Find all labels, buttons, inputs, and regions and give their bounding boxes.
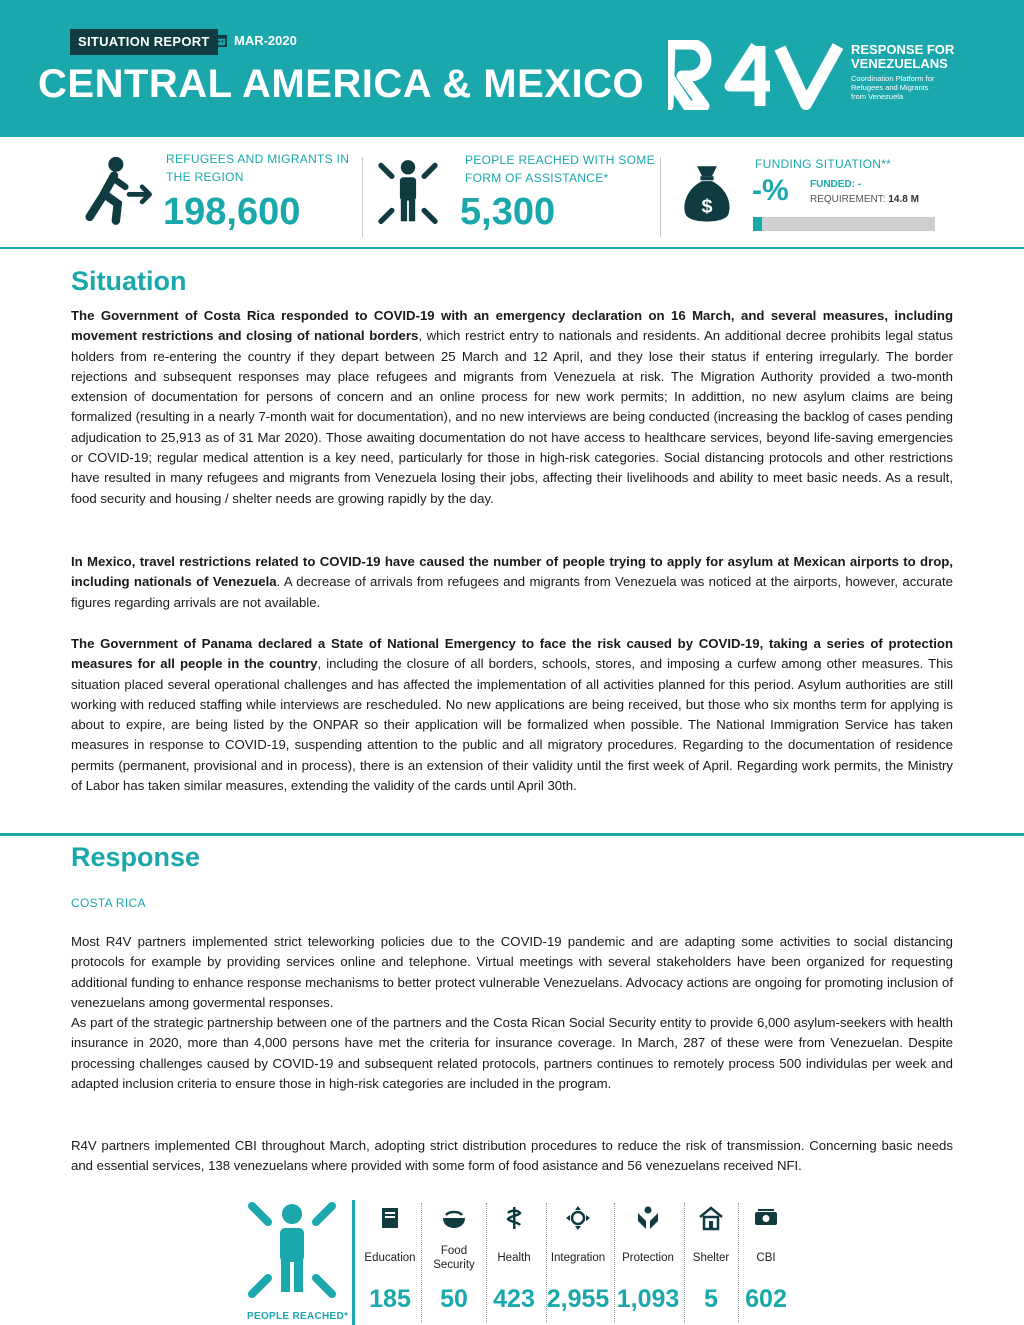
logo-sub-2: Refugees and Migrants	[851, 83, 929, 92]
section-divider	[0, 833, 1024, 836]
report-date-text: MAR-2020	[234, 33, 297, 48]
health-caduceus-icon	[501, 1205, 527, 1231]
cash-icon	[753, 1205, 779, 1231]
reached-label	[465, 151, 655, 187]
sector-name: Protection	[622, 1252, 674, 1264]
sector-value: 185	[369, 1285, 411, 1313]
sector-divider	[421, 1203, 422, 1323]
shelter-house-icon	[698, 1205, 724, 1231]
funding-progress-bar	[753, 217, 935, 231]
refugees-label-line1: REFUGEES AND MIGRANTS IN	[166, 152, 350, 166]
sector-shelter	[687, 1205, 735, 1313]
para-body: , including the closure of all borders, schools, stores, and imposing a curfew among other measures. This situation placed several operational challenges and has affected the implementation of all activities planned for this period. Asylum authorities are still working with reduced staffing while interviews are rescheduled. No new applications are being received, but those who six months term for applying is about to expire, are being listed by the ONPAR so their application will be formalized when possible. The National Immigration Service has taken measures in response to COVID-19, suspending attention to the public and all migratory procedures. Regarding to the documentation of residence permits (permanent, provisional and in process), there is an extension of their validity until the first week of April. Regarding work permits, the Ministry of Labor has taken similar measures, extending the validity of the cards until April 30th.	[71, 656, 953, 794]
protection-hands-icon	[635, 1205, 661, 1231]
person-reached-icon	[372, 155, 444, 230]
para-emphasis: The Government of Panama declared a State of National Emergency to face the risk caused by COVID-19, taking a series of protection measures for all people in the country	[71, 636, 953, 672]
situation-paragraph-costa-rica	[71, 306, 953, 509]
refugees-label	[166, 150, 349, 186]
people-reached-icon	[246, 1200, 338, 1300]
sector-integration	[545, 1205, 611, 1313]
stat-refugees	[0, 137, 360, 247]
reached-value: 5,300	[460, 191, 556, 233]
response-heading: Response	[71, 842, 201, 872]
sector-value: 5	[704, 1285, 718, 1313]
sector-divider	[684, 1203, 685, 1323]
sector-table-separator	[352, 1200, 355, 1325]
sector-name: Education	[364, 1252, 416, 1264]
para-emphasis: The Government of Costa Rica responded to COVID-19 with an emergency declaration on 16 March, and several measures, including movement restrictions and closing of national borders	[71, 308, 953, 344]
response-paragraph-2: As part of the strategic partnership between one of the partners and the Costa Rican Social Security entity to provide 6,000 asylum-seekers with health insurance in 2020, more than 4,000 persons have met the criteria for insurance coverage. In March, 287 of these were from Venezuelan. Despite processing challenges caused by COVID-19 and subsequent related protocols, partners continues to remotely process 500 individulas per week and adapted inclusion criteria to ensure those in high-risk categories are included in the program.	[71, 1015, 953, 1091]
report-type-badge: SITUATION REPORT	[70, 29, 218, 55]
report-title: CENTRAL AMERICA & MEXICO	[38, 62, 645, 106]
person-walking-icon	[74, 155, 154, 230]
r4v-logo	[668, 40, 843, 110]
people-reached-label: PEOPLE REACHED*	[247, 1311, 349, 1322]
funding-requirement	[810, 192, 919, 207]
para-emphasis: In Mexico, travel restrictions related to COVID-19 have caused the number of people trying to apply for asylum at Mexican airports to drop, including nationals of Venezuela	[71, 554, 953, 590]
sector-value: 602	[745, 1285, 787, 1313]
requirement-value: 14.8 M	[888, 194, 919, 205]
reached-label-line2: FORM OF ASSISTANCE*	[465, 171, 609, 185]
report-header	[0, 0, 1024, 137]
funding-progress-fill	[753, 217, 762, 231]
sector-value: 423	[493, 1285, 535, 1313]
sector-name: CBI	[756, 1252, 776, 1264]
logo-sub-1: Coordination Platform for	[851, 74, 935, 83]
refugees-label-line2: THE REGION	[166, 170, 244, 184]
logo-subtitle	[851, 74, 954, 101]
sector-education	[362, 1205, 418, 1313]
sector-protection	[615, 1205, 681, 1313]
sector-value: 2,955	[546, 1285, 610, 1313]
situation-paragraph-mexico	[71, 552, 953, 613]
situation-heading: Situation	[71, 266, 187, 296]
key-figures	[0, 137, 1024, 249]
sector-value: 50	[440, 1285, 468, 1313]
funding-percent: -%	[752, 174, 789, 207]
requirement-label: REQUIREMENT:	[810, 194, 886, 205]
funding-label: FUNDING SITUATION**	[755, 157, 892, 171]
food-bowl-icon	[441, 1205, 467, 1231]
para-body: . A decrease of arrivals from refugees and migrants from Venezuela was noticed at the airports, however, accurate figures regarding arrivals are not available.	[71, 574, 953, 610]
refugees-value: 198,600	[163, 191, 301, 233]
svg-text:$: $	[701, 195, 713, 218]
sector-name: Integration	[550, 1252, 606, 1264]
integration-arrows-icon	[565, 1205, 591, 1231]
logo-line-2: VENEZUELANS	[851, 56, 948, 71]
calendar-icon	[214, 34, 227, 47]
sector-name: Health	[497, 1252, 531, 1264]
response-paragraph-3: R4V partners implemented CBI throughout March, adopting strict distribution procedures to reduce the risk of transmission. Concerning basic needs and essential services, 138 venezuelans where provided with some form of food asistance and 56 venezuelans received NFI.	[71, 1138, 953, 1174]
country-heading-costa-rica: COSTA RICA	[71, 896, 146, 910]
reached-label-line1: PEOPLE REACHED WITH SOME	[465, 153, 655, 167]
para-body: , which restrict entry to nationals and residents. An additional decree prohibits legal status holders from re-entering the country if they depart between 25 March and 12 April, and they lose their status if entering irregularly. The border rejections and subsequent responses may place refugees and migrants from Venezuela at risk. The Migration Authority provided a two-month extension of documentation for persons of concern and an online process for new work permits; In addittion, no new asylum claims are being formalized (resulting in a nearly 7-month wait for documentation), and no new interviews are being conducted (increasing the backlog of cases pending adjudication to 25,913 as of 31 Mar 2020). Those awaiting documentation do not have access to healthcare services, beyond life-saving emergencies or COVID-19; regular medical attention is a key need, particularly for those in high-risk categories. Social distancing protocols and other restrictions have resulted in many refugees and migrants from Venezuela losing their jobs, affecting their livelihoods and ability to meet basic needs. As a result, food security and housing / shelter needs are growing rapidly by the day.	[71, 328, 953, 506]
sector-name: Shelter	[692, 1252, 730, 1264]
sector-name: Food Security	[433, 1245, 475, 1271]
sector-health	[485, 1205, 543, 1313]
sector-value: 1,093	[616, 1285, 680, 1313]
book-icon	[377, 1205, 403, 1231]
money-bag-icon	[682, 163, 732, 229]
response-paragraph-1: Most R4V partners implemented strict teleworking policies due to the COVID-19 pandemic and are adapting some activities to social distancing protocols for example by providing services online and telephone. Virtual meetings with several stakeholders have been organized for requesting additional funding to enhance response mechanisms to better protect vulnerable Venezuelans. Advocacy actions are ongoing for promoting inclusion of venezuelans among govermental responses.	[71, 934, 953, 1010]
funding-details	[810, 177, 919, 207]
logo-line-1: RESPONSE FOR	[851, 42, 955, 57]
r4v-logo-text	[851, 43, 954, 101]
situation-paragraph-panama	[71, 634, 953, 796]
stat-people-reached	[362, 137, 660, 247]
funded-amount: FUNDED: -	[810, 179, 862, 190]
sector-food-security	[425, 1205, 483, 1313]
report-date	[214, 33, 297, 48]
sector-cbi	[737, 1205, 795, 1313]
logo-sub-3: from Venezuela	[851, 92, 904, 101]
